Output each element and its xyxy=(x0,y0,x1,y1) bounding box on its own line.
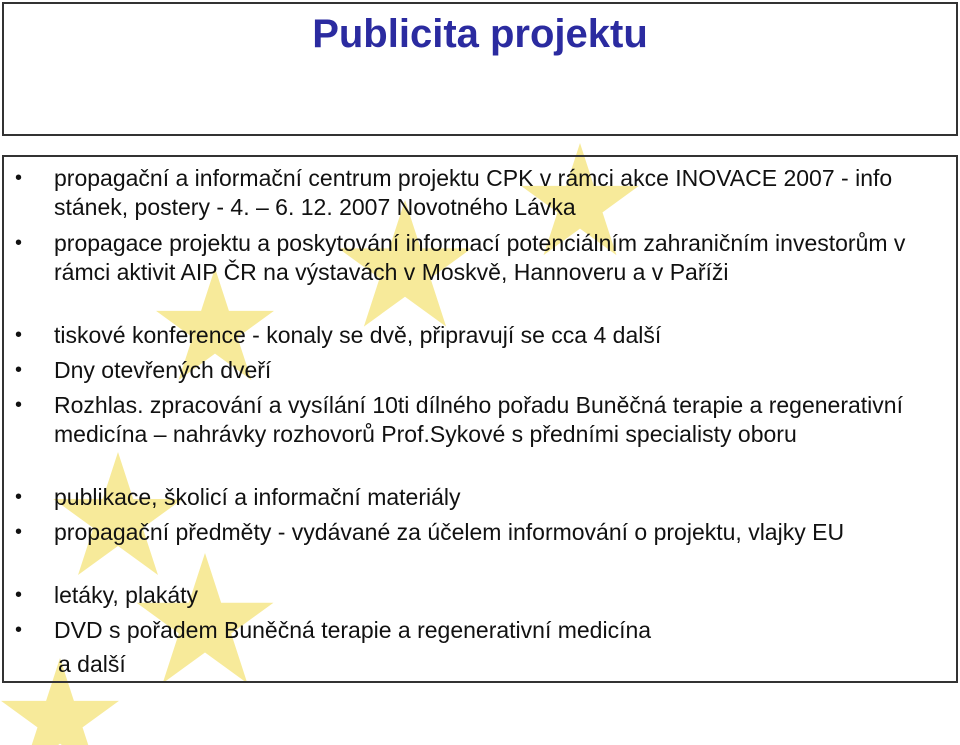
list-item-text: tiskové konference - konaly se dvě, připravují se cca 4 další xyxy=(54,322,662,348)
bullet-icon: • xyxy=(15,167,23,189)
list-item xyxy=(15,616,934,645)
list-item-text: Rozhlas. zpracování a vysílání 10ti dílného pořadu Buněčná terapie a regenerativní medicína – nahrávky rozhovorů Prof.Sykové s předními specialisty oboru xyxy=(54,392,903,447)
list-item xyxy=(15,483,934,512)
bullet-icon: • xyxy=(15,521,23,543)
bullet-icon: • xyxy=(15,324,23,346)
list-item-text: propagační a informační centrum projektu CPK v rámci akce INOVACE 2007 - info stánek, postery - 4. – 6. 12. 2007 Novotného Lávka xyxy=(54,165,893,220)
page-title: Publicita projektu xyxy=(312,12,648,56)
content-box xyxy=(2,155,958,683)
bullet-icon: • xyxy=(15,394,23,416)
bullet-icon: • xyxy=(15,486,23,508)
bullet-icon: • xyxy=(15,232,23,254)
list-item-text: letáky, plakáty xyxy=(54,582,199,608)
list-item-text: propagace projektu a poskytování informací potenciálním zahraničním investorům v rámci aktivit AIP ČR na výstavách v Moskvě, Hannoveru a v Paříži xyxy=(54,230,906,285)
list-item xyxy=(15,391,934,449)
bullet-icon: • xyxy=(15,584,23,606)
list-item-text: publikace, školicí a informační materiály xyxy=(54,484,461,510)
list-item-text: propagační předměty - vydávané za účelem informování o projektu, vlajky EU xyxy=(54,519,845,545)
bullet-icon: • xyxy=(15,619,23,641)
bullet-icon: • xyxy=(15,359,23,381)
list-item-text: DVD s pořadem Buněčná terapie a regenerativní medicína xyxy=(54,617,652,643)
list-item xyxy=(15,518,934,547)
list-item xyxy=(15,164,934,222)
list-item xyxy=(15,321,934,350)
closing-text: a další xyxy=(58,651,126,677)
list-item xyxy=(15,356,934,385)
list-item xyxy=(15,229,934,287)
title-box xyxy=(2,2,958,136)
list-item-text: Dny otevřených dveří xyxy=(54,357,272,383)
list-item xyxy=(15,581,934,610)
